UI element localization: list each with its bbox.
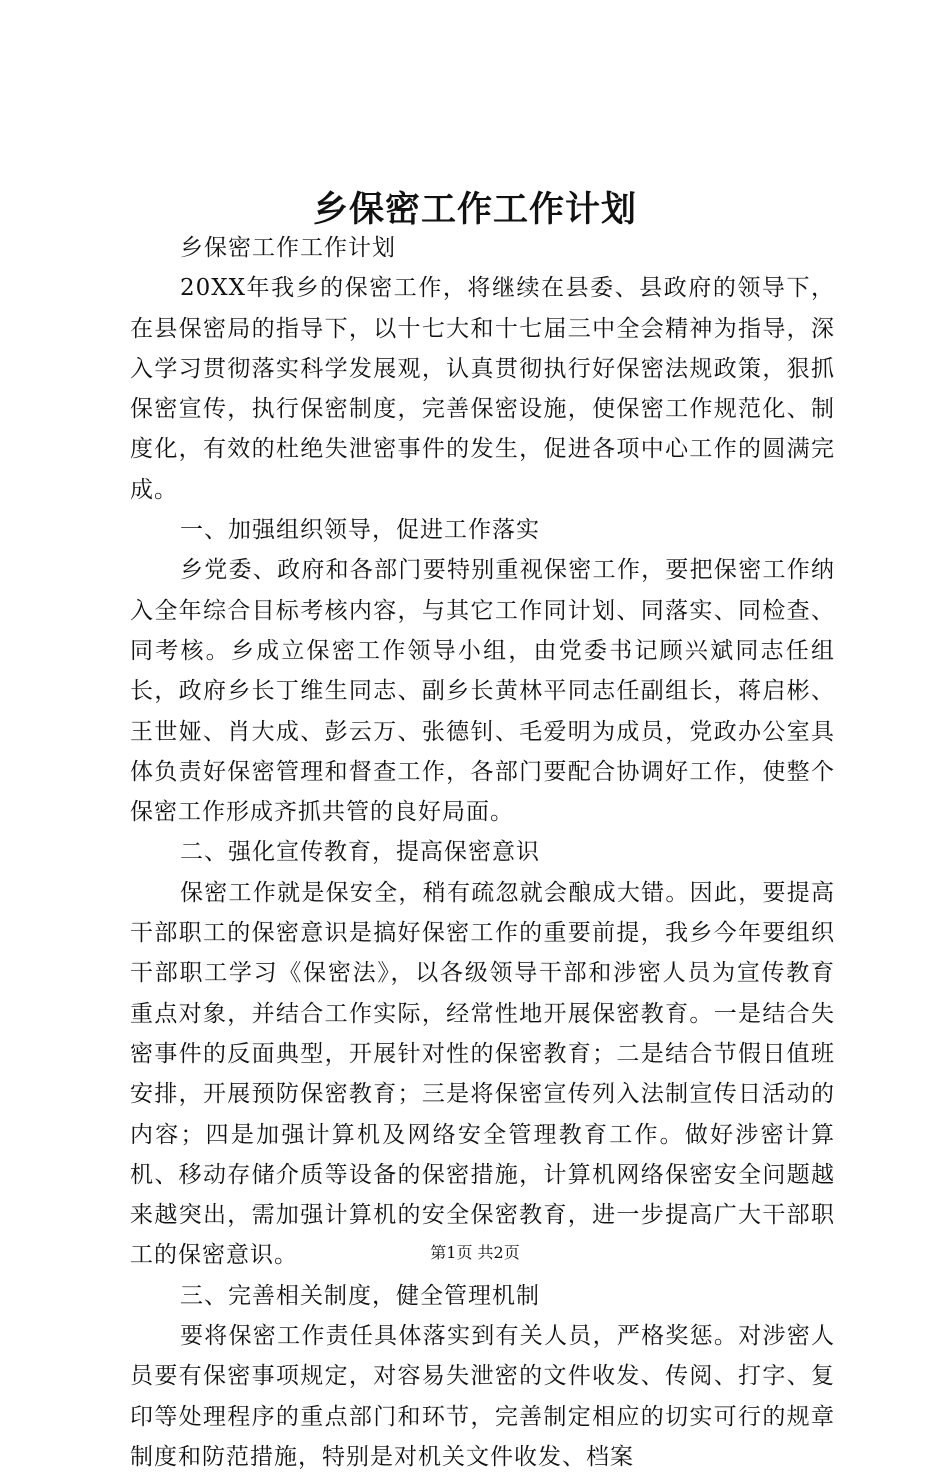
body-paragraph-section-1: 乡党委、政府和各部门要特别重视保密工作，要把保密工作纳入全年综合目标考核内容，与其它工作同计划、同落实、同检查、同考核。乡成立保密工作领导小组，由党委书记顾兴斌同志任组长，政府乡长丁维生同志、副乡长黄林平同志任副组长，蒋启彬、王世娅、肖大成、彭云万、张德钊、毛爱明为成员，党政办公室具体负责好保密管理和督查工作，各部门要配合协调好工作，使整个保密工作形成齐抓共管的良好局面。 (130, 557, 835, 826)
section-heading-3: 三、完善相关制度，健全管理机制 (180, 1282, 540, 1309)
body-paragraph-intro: 20XX年我乡的保密工作，将继续在县委、县政府的领导下，在县保密局的指导下，以十七大和十七届三中全会精神为指导，深入学习贯彻落实科学发展观，认真贯彻执行好保密法规政策，狠抓保密宣传，执行保密制度，完善保密设施，使保密工作规范化、制度化，有效的杜绝失泄密事件的发生，促进各项中心工作的圆满完成。 (130, 275, 835, 503)
page-title: 乡保密工作工作计划 (312, 189, 637, 230)
body-paragraph-subtitle: 乡保密工作工作计划 (180, 235, 396, 261)
document-body (130, 228, 835, 1477)
section-heading-1: 一、加强组织领导，促进工作落实 (180, 517, 540, 544)
body-paragraph-section-3: 要将保密工作责任具体落实到有关人员，严格奖惩。对涉密人员要有保密事项规定，对容易失泄密的文件收发、传阅、打字、复印等处理程序的重点部门和环节，完善制定相应的切实可行的规章制度和防范措施，特别是对机关文件收发、档案 (130, 1323, 835, 1470)
page-footer: 第1页 共2页 (430, 1243, 520, 1262)
body-paragraph-section-2: 保密工作就是保安全，稍有疏忽就会酿成大错。因此，要提高干部职工的保密意识是搞好保密工作的重要前提，我乡今年要组织干部职工学习《保密法》，以各级领导干部和涉密人员为宣传教育重点对象，并结合工作实际，经常性地开展保密教育。一是结合失密事件的反面典型，开展针对性的保密教育；二是结合节假日值班安排，开展预防保密教育；三是将保密宣传列入法制宣传日活动的内容；四是加强计算机及网络安全管理教育工作。做好涉密计算机、移动存储介质等设备的保密措施，计算机网络保密安全问题越来越突出，需加强计算机的安全保密教育，进一步提高广大干部职工的保密意识。 (130, 879, 835, 1269)
section-heading-2: 二、强化宣传教育，提高保密意识 (180, 839, 540, 866)
